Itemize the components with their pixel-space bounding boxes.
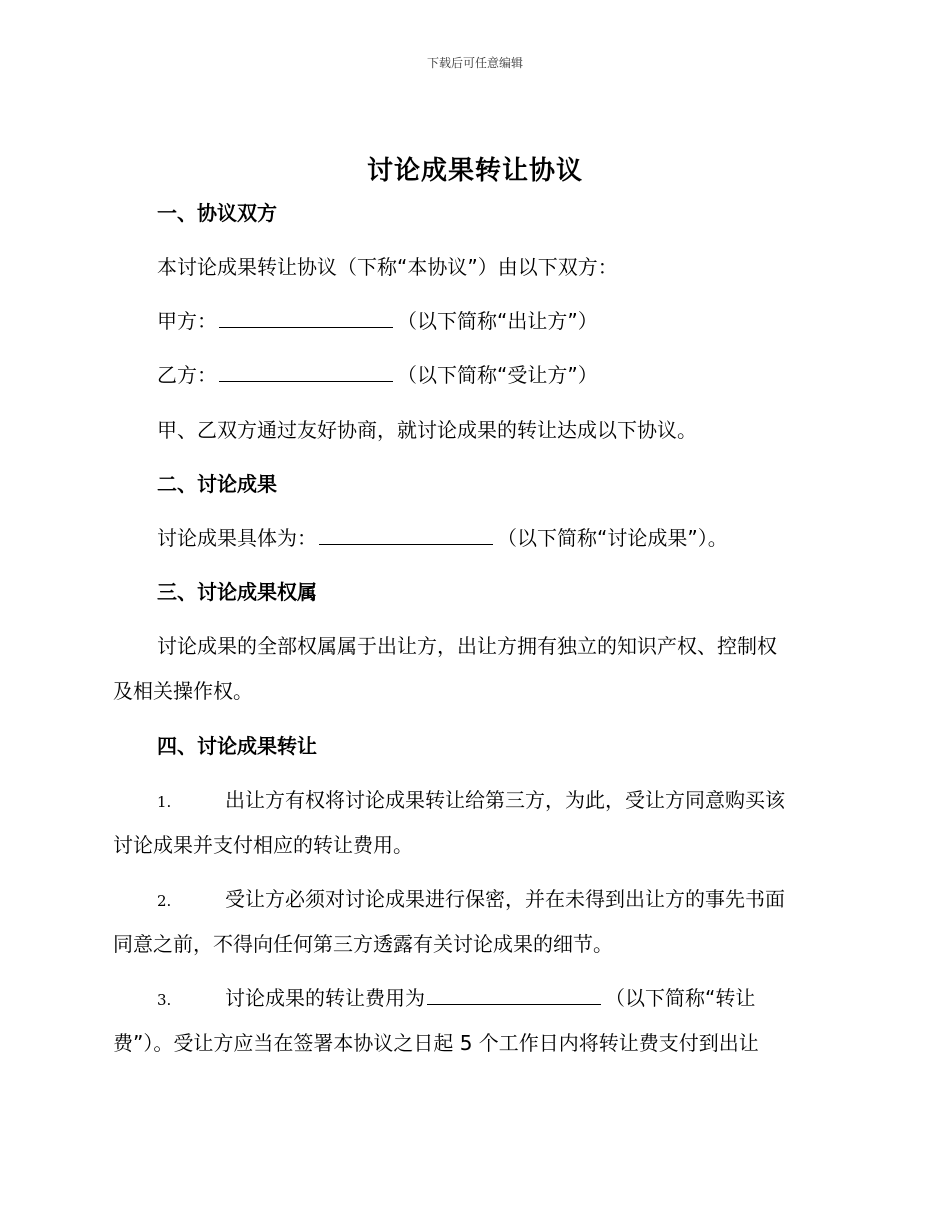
section-1-heading: 一、协议双方	[157, 201, 277, 225]
section-4-heading: 四、讨论成果转让	[157, 734, 317, 758]
header-note: 下载后可任意编辑	[426, 56, 523, 70]
party-a-suffix: （以下简称“出让方”）	[397, 309, 598, 333]
item-2-number: 2.	[157, 892, 172, 910]
item-3-line-1	[157, 983, 755, 1015]
section-2-prefix: 讨论成果具体为：	[157, 526, 317, 550]
section-3-heading: 三、讨论成果权属	[157, 580, 317, 604]
discussion-result-blank	[319, 526, 493, 545]
section-1-intro: 本讨论成果转让协议（下称“本协议”）由以下双方：	[157, 255, 618, 279]
item-3-number: 3.	[157, 991, 172, 1009]
item-1-number: 1.	[157, 793, 172, 811]
item-3-suffix: （以下简称“转让	[605, 986, 756, 1010]
item-3-line-2: 费”）。受让方应当在签署本协议之日起 5 个工作日内将转让费支付到出让	[113, 1031, 759, 1055]
item-1-line-1	[157, 785, 785, 817]
item-2-text-1: 受让方必须对讨论成果进行保密，并在未得到出让方的事先书面	[225, 887, 785, 911]
item-2-line-1	[157, 884, 785, 916]
transfer-fee-blank	[427, 986, 601, 1005]
item-3-prefix: 讨论成果的转让费用为	[225, 986, 425, 1010]
item-1-text-1: 出让方有权将讨论成果转让给第三方，为此，受让方同意购买该	[225, 788, 785, 812]
party-b-label: 乙方：	[157, 363, 217, 387]
section-2-suffix: （以下简称“讨论成果”）。	[497, 526, 728, 550]
party-b-blank	[219, 363, 393, 382]
party-b-suffix: （以下简称“受让方”）	[397, 363, 598, 387]
document-title: 讨论成果转让协议	[366, 156, 583, 186]
section-2-line	[157, 523, 728, 553]
item-2-line-2: 同意之前，不得向任何第三方透露有关讨论成果的细节。	[113, 932, 613, 956]
party-a-line	[157, 306, 598, 336]
section-3-line-2: 及相关操作权。	[113, 679, 253, 703]
section-1-closing: 甲、乙双方通过友好协商，就讨论成果的转让达成以下协议。	[157, 418, 697, 442]
party-a-label: 甲方：	[157, 309, 217, 333]
party-b-line	[157, 360, 598, 390]
party-a-blank	[219, 309, 393, 328]
section-3-line-1: 讨论成果的全部权属属于出让方，出让方拥有独立的知识产权、控制权	[157, 634, 777, 658]
section-2-heading: 二、讨论成果	[157, 472, 277, 496]
item-1-line-2: 讨论成果并支付相应的转让费用。	[113, 833, 413, 857]
